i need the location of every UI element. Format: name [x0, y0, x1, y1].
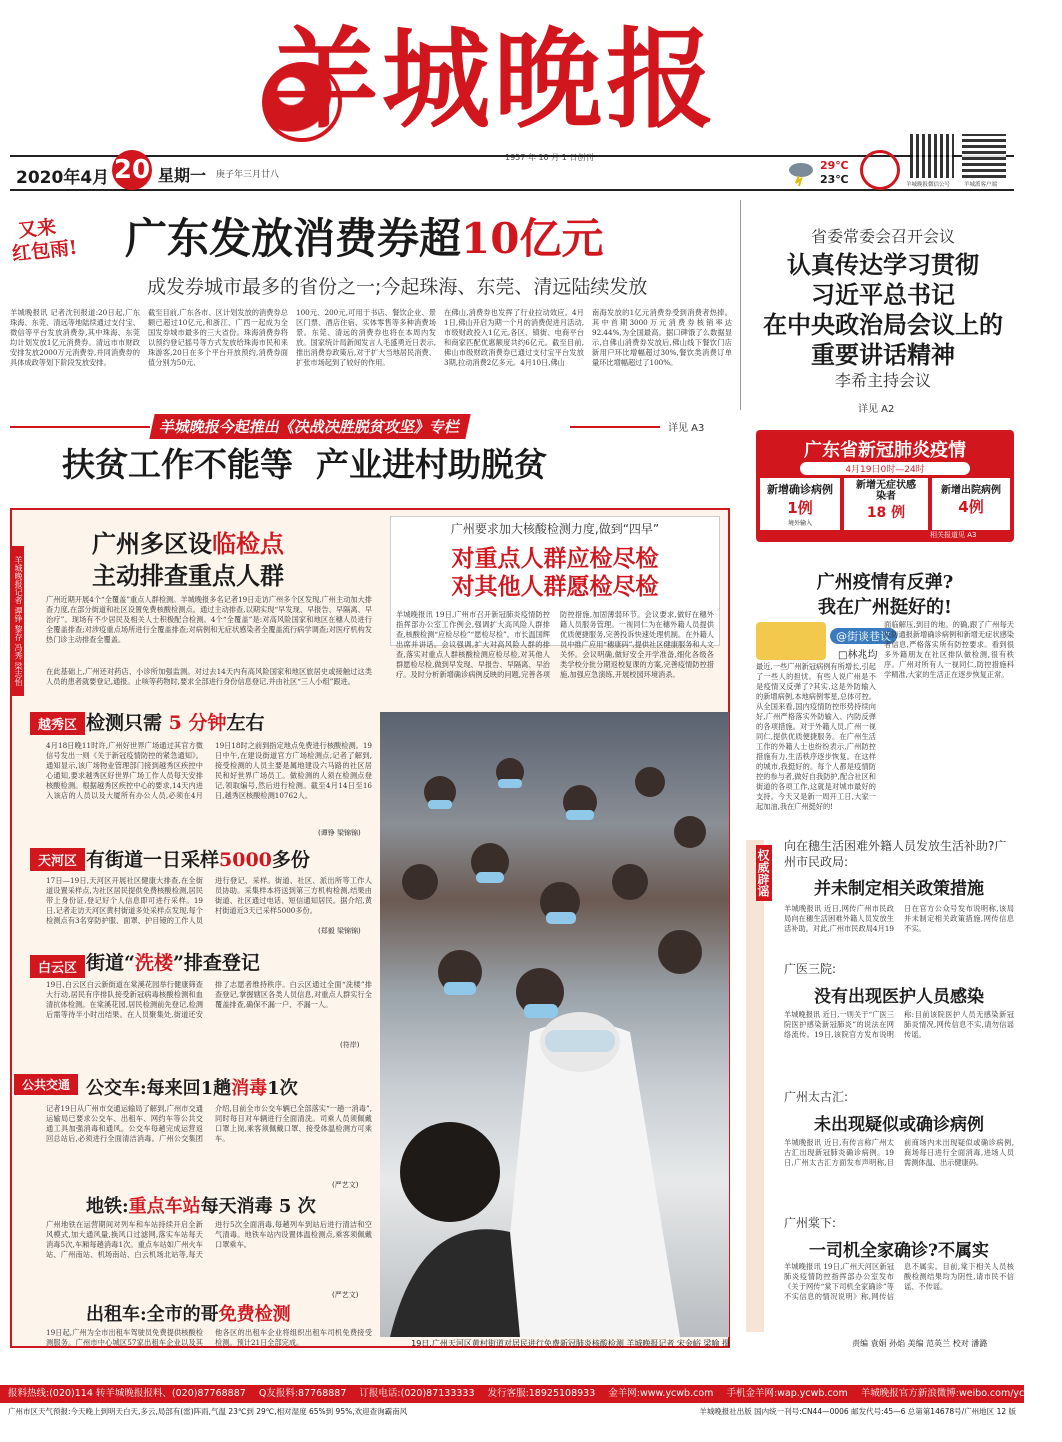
qr-code-app-icon[interactable] — [962, 134, 1006, 178]
covid-cell-label: 新增出院病例 — [941, 485, 1001, 496]
rumor-headline: 没有出现医护人员感染 — [814, 987, 984, 1007]
footer-item[interactable]: Q友报料:87768887 — [258, 1388, 347, 1399]
rumor-headline: 并未制定相关政策措施 — [814, 879, 984, 899]
left-story-headline-1: 广州多区设临检点 — [92, 529, 284, 558]
footer-item[interactable]: 羊城晚报官方新浪微博:weibo.com/ycwb2010 — [860, 1388, 1062, 1399]
banner-rule-left — [10, 426, 150, 428]
news-photo — [380, 712, 729, 1337]
covid-box-title: 广东省新冠肺炎疫情 — [804, 440, 966, 461]
weather-low: 23℃ — [820, 173, 849, 186]
center-story-kicker: 广州要求加大核酸检测力度,做到“四早” — [450, 522, 660, 536]
taxi-text: 19日起,广州为全市出租车驾驶员免费提供核酸检测服务。广州市中心城区57家出租车企业以及其他各区的出租车企业将组织出租车司机免费接受检测。预计21日全部完成。 — [46, 1328, 372, 1347]
masthead-title: 羊城晚报 — [270, 17, 719, 143]
metro-credit: (严艺文) — [332, 1291, 359, 1299]
footer-item[interactable]: 金羊网:www.ycwb.com — [608, 1388, 714, 1399]
footer-item[interactable]: 报料热线:(020)114 转羊城晚报报料、(020)87768887 — [8, 1388, 246, 1399]
commentary-head-1: 广州疫情有反弹? — [816, 572, 954, 593]
covid-cell-asymptomatic — [844, 478, 928, 530]
covid-box-ref: 相关报道见 A3 — [930, 531, 977, 539]
rumor-text: 羊城晚报讯 近日,网传广州市民政局向在穗生活困难外籍人员发放生活补助。对此,广州市民政局4月19日在官方公众号发布说明称,该局并未制定相关政策措施,网传信息不实。 — [784, 904, 1014, 933]
rumor-text: 羊城晚报讯 19日,广州天河区新冠肺炎疫情防控指挥部办公室发布《关于网传“棠下司机全家确诊”等不实信息的情况说明》称,网传信息不属实。目前,棠下相关人员核酸检测结果均为阴性,请市民不信谣、不传谣。 — [784, 1262, 1014, 1301]
banner-headline: 扶贫工作不能等 产业进村助脱贫 — [62, 445, 547, 484]
thunderstorm-icon — [786, 160, 816, 186]
left-story-intro: 广州近期开展4个“全覆盖”重点人群检测。羊城晚报多名记者19日走访广州多个区发现,广州主动加大排查力度,在部分街道和社区设置免费核酸检测点。通过主动排查,以期实现“早发现、早报告、早隔离、早治疗”。现场有不少居民及相关人士积极配合检测。4个“全覆盖”是:对高风险国家和地区在穗人员进行全覆盖排查;对涉疫重点场所进行全覆盖排查;对病例和无症状感染者全覆盖流行病学调查;对医疗机构发热门诊主动排查全覆盖。 — [46, 595, 372, 644]
section-headline-yuexiu: 检测只需 5 分钟左右 — [86, 712, 265, 734]
commentary-text: 最近,一些广州新冠病例有所增长,引起了一些人的担忧。有些人说广州是不是疫情又反弹了?其实,这是外防输入的新增病例,本地病例零星,总体可控。从全国来看,国内疫情防控形势持续向好,广州严格落实外防输入、内防反弹的各项措施。对于外籍人员,广州一视同仁,提供优质便捷服务。在广州生活工作的外籍人士也纷纷表示,广州防控措施有力,生活秩序逐步恢复。在这样的城市,我挺好的。每个人都是疫情防控的参与者,做好自我防护,配合社区和街道的各项工作,这就是对城市最好的支持。今天又是新一周开工日,大家一起加油,我在广州挺好的! — [756, 662, 876, 811]
date-year-month: 2020年4月 — [16, 168, 110, 188]
rumor-kicker: 广州棠下: — [784, 1216, 837, 1230]
center-story-headline-1: 对重点人群应检尽检 — [451, 545, 659, 572]
lead-column-4: 在佛山,消费券也发挥了行业拉动效应。4月1日,佛山开启为期一个月的消费促进月活动,市级财政投入1亿元,各区、镇街、电商平台和商家匹配优惠额度共约6亿元。截至目前,佛山市级财政消费券已通过支付宝平台发放3期,拉动消费2亿多元。4月10日,佛山 — [444, 308, 584, 367]
covid-cell-note: 境外输入 — [787, 520, 812, 527]
side-lead-sub: 李希主持会议 — [834, 371, 931, 390]
covid-cell-value: 18 例 — [866, 505, 906, 521]
section-headline-baiyun: 街道“洗楼”排查登记 — [86, 952, 260, 974]
bus-credit: (严艺文) — [332, 1181, 359, 1189]
side-lead-line: 在中央政治局会议上的 — [763, 310, 1003, 339]
rumor-kicker: 广州太古汇: — [784, 1090, 849, 1104]
lead-headline: 广东发放消费券超10亿元 — [125, 214, 604, 263]
qr-code-wechat-icon[interactable] — [910, 134, 954, 178]
commentary-author: □林兆均 — [838, 650, 878, 661]
section-headline-tianhe: 有街道一日采样5000多份 — [86, 849, 310, 871]
lead-kicker-2: 红包雨! — [11, 236, 79, 266]
left-story-headline-2: 主动排查重点人群 — [92, 561, 284, 590]
section-credit: (郑毅 梁锦锦) — [318, 927, 361, 935]
lead-column-5: 南海发放的1亿元消费券受到消费者热捧。其中首期3000万元消费券核销率达92.44%,为全国最高。据口碑饿了么数据显示,自佛山消费券发放后,佛山线下餐饮门店新用户环比增幅超过30%,餐饮类消费订单量环比增幅超过了100%。 — [592, 308, 732, 367]
footer-item[interactable]: 发行客服:18925108933 — [487, 1388, 596, 1399]
covid-cell-value: 1例 — [787, 499, 813, 517]
covid-box-time: 4月19日0时—24时 — [800, 462, 970, 475]
rumor-headline: 一司机全家确诊?不属实 — [809, 1241, 989, 1261]
lead-kicker-1: 又来 — [16, 216, 58, 242]
section-text-baiyun: 19日,白云区白云新街道在棠溪花园举行健康筛查大行动,居民有序排队接受新冠病毒核酸检测和血清抗体检测。在棠溪花园,居民检测前先登记,检测后需等待半小时出结果。在人员聚集处,街道还安排了志愿者维持秩序。白云区通过全面“洗楼”排查登记,掌握辖区各类人员信息,对重点人群实行全覆盖排查,确保不漏一户、不漏一人。 — [46, 980, 372, 1019]
emblem-icon — [860, 150, 900, 190]
metro-text: 广州地铁在运营期间对列车和车站持续开启全新风模式,加大通风量,换风口过滤网,落实车站每天消毒5次,车厢每趟消毒1次。重点车站如广州火车站、广州南站、机场南站、白云机场北站等,每天进行5次全面消毒,每趟列车到站后进行清洁和空气清毒。地铁车站内设置体温检测点,乘客须佩戴口罩乘车。 — [46, 1220, 372, 1259]
commentary-head-2: 我在广州挺好的! — [818, 597, 952, 618]
commentary-text-2: 面临解压,到目的地。的确,跟了广州每天反防通报新增确诊病例和新增无症状感染者信息,严格落实所有防控要求。看到很多外籍朋友在社区排队做检测,很有秩序。广州对所有人一视同仁,防控措施科学精准,大家的生活正在逐步恢复正常。 — [884, 620, 1014, 679]
rumor-kicker: 广医三院: — [784, 962, 837, 976]
section-text-yuexiu: 4月18日晚11时许,广州好世界广场通过其官方微信号发出一则《关于新冠疫情防控的紧急通知》。通知显示,该广场物业管理部门接到越秀区疾控中心通知,要求越秀区好世界广场工作人员每天安排核酸检测。根据越秀区疾控中心的要求,14天内进入该店的人员以及大厦所有办公人员,必须在4月19日18时之前到指定地点免费进行核酸检测。19日中午,在建设街道官方广场检测点,记者了解到,接受检测的人员主要是属地建设六马路的社区居民和好世界广场员工。做检测的人须在检测点登记,领取编号,然后进行检测。截至4月14日至16日,越秀区核酸检测10762人。 — [46, 741, 372, 800]
rumor-kicker: 向在穗生活困难外籍人员发放生活补助?广州市民政局: — [784, 839, 1007, 869]
commentary-column-name: @街谈巷议 — [830, 628, 897, 644]
section-tag-tianhe: 天河区 — [30, 848, 85, 871]
covid-cell-discharged — [932, 478, 1010, 530]
side-lead-line: 重要讲话精神 — [811, 340, 955, 369]
section-tag-yuexiu: 越秀区 — [30, 712, 85, 735]
taxi-headline: 出租车:全市的哥免费检测 — [86, 1304, 291, 1325]
footer-item[interactable]: 手机金羊网:wap.ycwb.com — [726, 1388, 848, 1399]
editors-credit: 责编 袁娟 孙焰 美编 范英兰 校对 潘潞 — [852, 1339, 988, 1348]
weather-high: 29℃ — [820, 159, 849, 172]
founded-date: 1957 年 10 月 1 日创刊 — [505, 153, 594, 162]
covid-cell-value: 4例 — [958, 498, 984, 516]
lead-column-3: 100元、200元,可用于书店、餐饮企业、景区门票、酒店住宿、实体零售等多种消费场景。东莞、清远的消费券也将在本周内发放。国家统计局新闻发言人毛盛勇近日表示,推出消费券政策后,对于扩大当地居民消费、扩张市场起到了较好的作用。 — [296, 308, 436, 367]
side-lead-headline — [748, 250, 1018, 370]
center-story-text: 羊城晚报讯 19日,广州市召开新冠肺炎疫情防控指挥部办公室工作例会,强调扩大高风险人群排查,核酸检测“应检尽检”“愿检尽检”。市长温国辉出席并讲话。会议强调,扩大对高风险人群的排查,落实对重点人群核酸检测应检尽检,对其他人群愿检尽检,做到早发现、早报告、早隔离、早治疗。及时分析新增确诊病例反映的问题,完善各项防控措施,加固薄弱环节。会议要求,做好在穗外籍人员服务管理。一视同仁为在穗外籍人员提供优质便捷服务,完善投诉快速处理机制。在外籍人员中推广应用“穗康码”,提供社区健康服务和人文关怀。会议明确,做好安全开学准备,细化各级各类学校分批分期返校复课的方案,完善疫情防控措施,加强应急演练,开展校园环境消杀。 — [396, 610, 714, 679]
photo-caption: 19日,广州天河区黄村街道对居民进行免费新冠肺炎核酸检测 羊城晚报记者 宋金峪 梁喻 摄 — [411, 1339, 730, 1348]
date-weekday: 星期一 — [158, 166, 207, 185]
section-text-tianhe: 17日—19日,天河区开展社区健康大排查,在全街道设置采样点,为社区居民提供免费核酸检测,居民带上身份证,登记好个人信息即可进行采样。19日,记者走访天河区黄村街道多处采样点发现,每个检测点有3名穿防护服、面罩、护目镜的工作人员进行登记、采样。街道、社区、派出所等工作人员协助。采集样本将送到第三方机构检测,结果由街道、社区通过电话、短信通知居民。据介绍,黄村街道近3天已采样5000多份。 — [46, 876, 372, 925]
banner-rule-right — [570, 426, 660, 428]
section-tag-baiyun: 白云区 — [30, 955, 85, 978]
covid-cell-label: 新增确诊病例 — [767, 483, 833, 496]
qr-label-wechat: 羊城晚报微信公号 — [906, 182, 951, 188]
side-lead-kicker: 省委常委会召开会议 — [810, 227, 955, 246]
left-story-intro-2: 在此基础上,广州还对药店、小诊所加强监测。对过去14天内有高风险国家和地区旅居史或接触过这类人员的患者就要登记,通报。止咳等药物时,要求全部进行身份信息登记,并由社区“三人小组”跟进。 — [46, 667, 372, 686]
metro-headline: 地铁:重点车站每天消毒 5 次 — [86, 1196, 316, 1217]
commentary-illustration-icon — [756, 622, 826, 660]
footer-item[interactable]: 订报电话:(020)87133333 — [359, 1388, 475, 1399]
side-lead-line: 习近平总书记 — [811, 280, 955, 309]
column-divider — [740, 200, 741, 410]
banner-ref: 详见 A3 — [668, 423, 705, 434]
date-lunar: 庚子年三月廿八 — [216, 170, 280, 180]
covid-cell-label: 新增无症状感染者 — [856, 480, 916, 502]
footer-publisher: 羊城晚报社出版 国内统一刊号:CN44—0006 邮发代号:45—6 总第第14678号/广州地区 12 版 — [699, 1407, 1016, 1416]
section-tag-transport: 公共交通 — [14, 1074, 78, 1095]
footer-weather-forecast: 广州市区天气预报:今天晚上到明天白天,多云,局部有(雷)阵雨,气温 23℃到 29℃,相对湿度 65%到 95%,欢迎查询霸南风 — [8, 1407, 408, 1416]
section-credit: (谭铮 梁锦锦) — [318, 829, 361, 837]
footer-hotline-bar — [0, 1385, 1062, 1403]
rumor-text: 羊城晚报讯 近日,有传言称广州太古汇出现新冠肺炎确诊病例。19日,广州太古汇方面发布声明称,目前商场内未出现疑似或确诊病例,商场每日进行全面消毒,进场人员需测体温、出示健康码。 — [784, 1138, 1014, 1167]
date-day-badge: 20 — [112, 150, 152, 190]
rumor-headline: 未出现疑似或确诊病例 — [814, 1115, 984, 1135]
center-story-headline-2: 对其他人群愿检尽检 — [451, 573, 659, 600]
bus-headline: 公交车:每来回1趟消毒1次 — [86, 1078, 298, 1099]
banner-tag: 羊城晚报今起推出《决战决胜脱贫攻坚》专栏 — [149, 414, 470, 439]
lead-column-1: 羊城晚报讯 记者沈钊报道:20日起,广东珠海、东莞、清远等地陆续通过支付宝、微信等平台发放消费券,其中珠海、东莞均计划发放1亿元消费券。清远市市财政安排发放2000万元消费券,并同消费券的具体成政等划下阶段发放安排。 — [10, 308, 140, 367]
side-lead-line: 认真传达学习贯彻 — [787, 250, 979, 279]
covid-cell-confirmed — [760, 478, 840, 530]
qr-label-app: 羊城派客户端 — [964, 182, 998, 188]
section-credit: (符岸) — [340, 1041, 360, 1049]
rumor-text: 羊城晚报讯 近日,一则关于“广医三院医护感染新冠肺炎”的说法在网络流传。19日,该院官方发布说明称:目前该院医护人员无感染新冠肺炎情况,网传信息不实,请勿信谣传谣。 — [784, 1010, 1014, 1039]
lead-subhead: 成发券城市最多的省份之一;今起珠海、东莞、清远陆续发放 — [147, 276, 648, 298]
bus-text: 记者19日从广州市交通运输局了解到,广州市交通运输局已要求公交车、出租车、网约车等公共交通工具加强消毒和通风。公交车每趟完成运营返回总站后,必须进行全面清洁消毒。广州公交集团介绍,目前全市公交车辆已全部落实“一趟一消毒”,同时每日对车辆进行全面清洗。司乘人员须佩戴口罩上岗,乘客须佩戴口罩、接受体温检测方可乘车。 — [46, 1104, 372, 1143]
reporters-sidebar: 羊城晚报记者 谭铮 黎存 冯秀 梁志怡 — [10, 546, 24, 696]
rumor-tag: 权威辟谣 — [756, 845, 772, 901]
lead-column-2: 截至目前,广东各市、区计划发放的消费券总额已超过10亿元,和浙江、广西一起成为全国发券城市最多的三大省份。珠海消费券将以预约登记摇号等方式发放给珠海市民和来珠游客,20日在多个平台开放预约,消费券面值分别为50元、 — [148, 308, 288, 367]
side-lead-ref: 详见 A2 — [858, 404, 895, 415]
